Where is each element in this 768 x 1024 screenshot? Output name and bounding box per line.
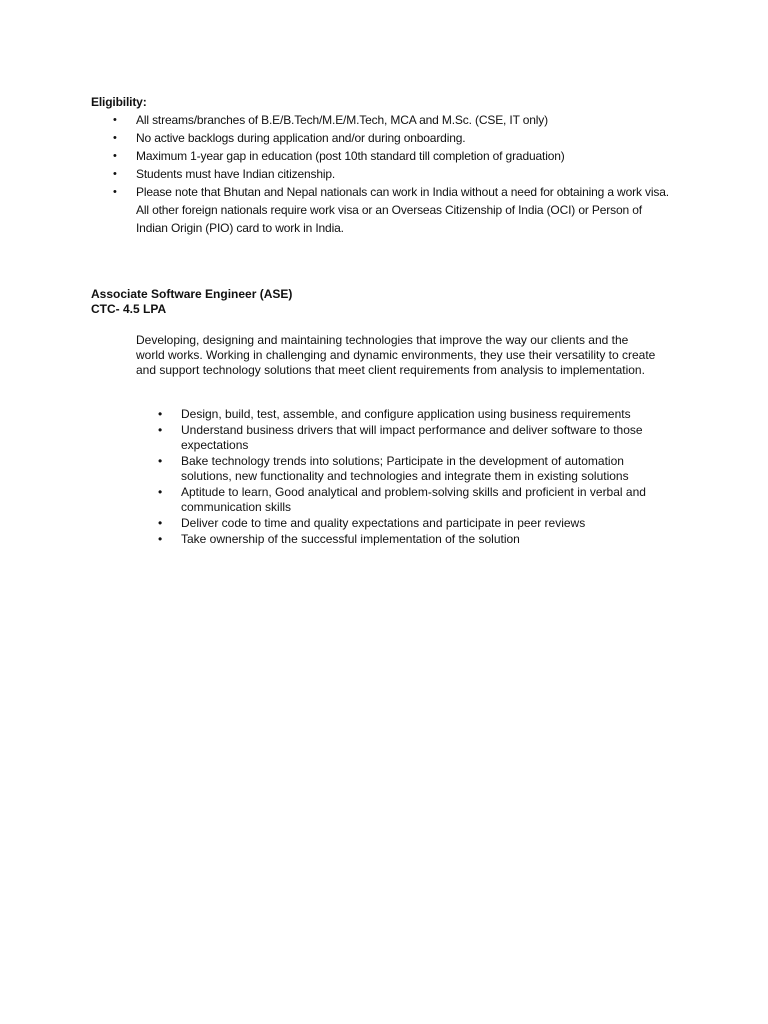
responsibility-text: Aptitude to learn, Good analytical and problem-solving skills and proficient in verbal and communication skills bbox=[181, 485, 646, 514]
responsibility-item bbox=[136, 423, 656, 453]
eligibility-list bbox=[91, 111, 691, 237]
responsibility-text: Understand business drivers that will impact performance and deliver software to those expectations bbox=[181, 423, 643, 452]
eligibility-heading: Eligibility: bbox=[91, 95, 147, 109]
bullet-icon: • bbox=[113, 132, 117, 144]
eligibility-item bbox=[91, 147, 676, 165]
bullet-icon: • bbox=[113, 168, 117, 180]
bullet-icon: • bbox=[158, 407, 163, 421]
eligibility-item bbox=[91, 129, 676, 147]
bullet-icon: • bbox=[158, 516, 163, 530]
eligibility-section bbox=[91, 93, 691, 237]
role-description: Developing, designing and maintaining technologies that improve the way our clients and the world works. Working in challenging and dynamic environments, they use their versatility to create and support technology solutions that meet client requirements from analysis to implementation. bbox=[136, 333, 656, 377]
responsibilities-list bbox=[136, 407, 656, 548]
responsibility-text: Take ownership of the successful implementation of the solution bbox=[181, 532, 520, 546]
eligibility-item-text: Students must have Indian citizenship. bbox=[136, 167, 336, 181]
bullet-icon: • bbox=[113, 114, 117, 126]
responsibility-item bbox=[136, 516, 656, 531]
responsibility-item bbox=[136, 532, 656, 547]
responsibility-item bbox=[136, 454, 656, 484]
role-title: Associate Software Engineer (ASE) bbox=[91, 287, 293, 301]
eligibility-item-text: No active backlogs during application and/or during onboarding. bbox=[136, 131, 466, 145]
role-ctc: CTC- 4.5 LPA bbox=[91, 302, 167, 316]
role-section bbox=[91, 287, 691, 546]
responsibility-item bbox=[136, 485, 656, 515]
bullet-icon: • bbox=[158, 454, 163, 468]
eligibility-item bbox=[91, 165, 676, 183]
eligibility-item-text: All streams/branches of B.E/B.Tech/M.E/M.Tech, MCA and M.Sc. (CSE, IT only) bbox=[136, 113, 549, 127]
eligibility-item bbox=[91, 111, 676, 129]
foreign-nationals-note: All other foreign nationals require work visa or an Overseas Citizenship of India (OCI) or Person of Indian Origin (PIO) card to work in India. bbox=[136, 203, 642, 235]
responsibility-text: Deliver code to time and quality expectations and participate in peer reviews bbox=[181, 516, 586, 530]
responsibility-text: Bake technology trends into solutions; Participate in the development of automation solutions, new functionality and technologies and integrate them in existing solutions bbox=[181, 454, 629, 483]
bullet-icon: • bbox=[113, 150, 117, 162]
bullet-icon: • bbox=[158, 532, 163, 546]
bullet-icon: • bbox=[158, 485, 163, 499]
bullet-icon: • bbox=[158, 423, 163, 437]
responsibility-text: Design, build, test, assemble, and configure application using business requirements bbox=[181, 407, 631, 421]
eligibility-item-text: Please note that Bhutan and Nepal nationals can work in India without a need for obtaining a work visa. bbox=[136, 185, 669, 199]
responsibility-item bbox=[136, 407, 656, 422]
eligibility-item-text: Maximum 1-year gap in education (post 10th standard till completion of graduation) bbox=[136, 149, 565, 163]
bullet-icon: • bbox=[113, 186, 117, 198]
eligibility-item bbox=[91, 183, 676, 237]
